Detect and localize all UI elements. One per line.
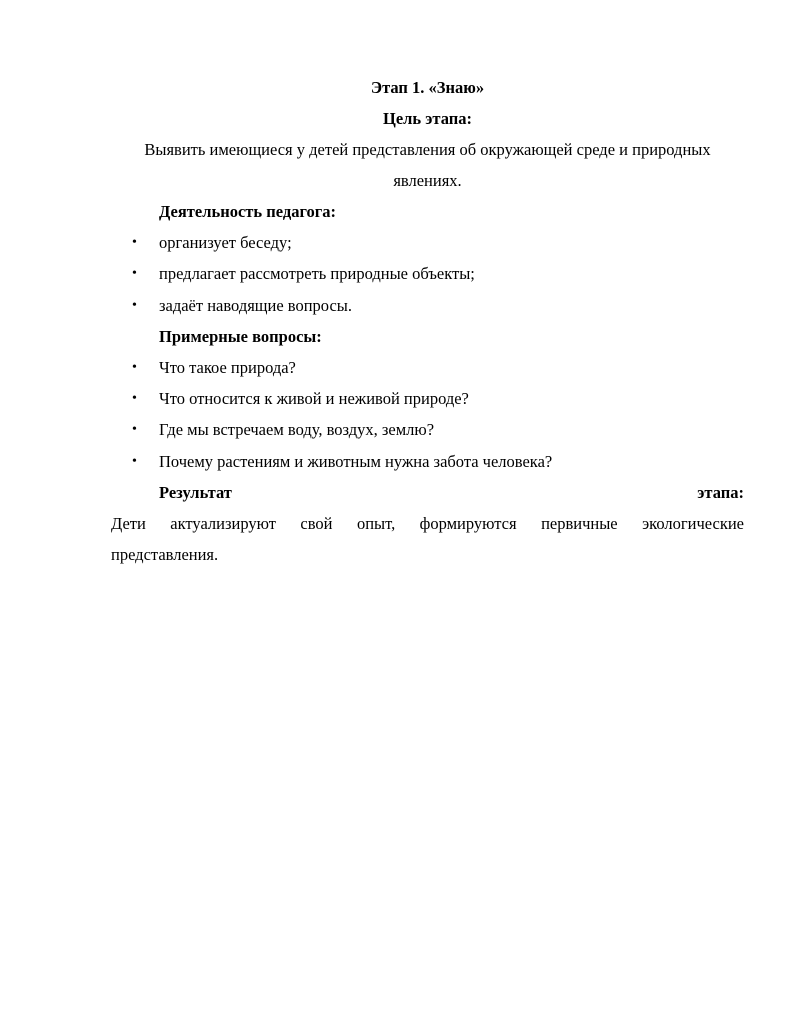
sample-questions-list bbox=[111, 352, 744, 477]
list-item-text: Где мы встречаем воду, воздух, землю? bbox=[159, 420, 435, 440]
list-item-text: Что относится к живой и неживой природе? bbox=[159, 389, 469, 409]
bullet-icon: • bbox=[132, 391, 137, 407]
goal-paragraph bbox=[111, 134, 744, 196]
list-item bbox=[111, 290, 744, 321]
list-item-text: Что такое природа? bbox=[159, 357, 296, 377]
bullet-icon: • bbox=[132, 266, 137, 282]
goal-heading: Цель этапа: bbox=[383, 109, 472, 128]
list-item bbox=[111, 414, 744, 445]
list-item bbox=[111, 383, 744, 414]
list-item-text: Почему растениям и животным нужна забота человека? bbox=[159, 451, 553, 471]
result-text-line-1: Дети актуализируют свой опыт, формируются первичные экологические bbox=[111, 514, 744, 534]
bullet-icon: • bbox=[132, 453, 137, 469]
teacher-activity-heading: Деятельность педагога: bbox=[159, 202, 337, 221]
bullet-icon: • bbox=[132, 359, 137, 375]
result-text-line-2: представления. bbox=[111, 545, 219, 565]
list-item-text: предлагает рассмотреть природные объекты; bbox=[159, 264, 475, 284]
result-heading-word-1: Результат bbox=[159, 483, 232, 503]
result-heading bbox=[111, 477, 744, 508]
list-item bbox=[111, 258, 744, 289]
bullet-icon: • bbox=[132, 235, 137, 250]
sample-questions-heading: Примерные вопросы: bbox=[159, 326, 322, 346]
list-item bbox=[111, 227, 744, 258]
result-heading-word-2: этапа: bbox=[697, 483, 744, 503]
list-item-text: организует беседу; bbox=[159, 233, 292, 252]
teacher-activity-list bbox=[111, 227, 744, 321]
bullet-icon: • bbox=[132, 422, 137, 438]
stage-title: Этап 1. «Знаю» bbox=[370, 78, 485, 97]
list-item-text: задаёт наводящие вопросы. bbox=[159, 295, 352, 315]
document-page bbox=[111, 72, 744, 570]
bullet-icon: • bbox=[132, 297, 137, 313]
goal-text-line-1: Выявить имеющиеся у детей представления об окружающей среде и природных bbox=[144, 140, 711, 159]
goal-text-line-2: явлениях. bbox=[393, 171, 462, 190]
list-item bbox=[111, 446, 744, 477]
list-item bbox=[111, 352, 744, 383]
result-paragraph bbox=[111, 508, 744, 570]
